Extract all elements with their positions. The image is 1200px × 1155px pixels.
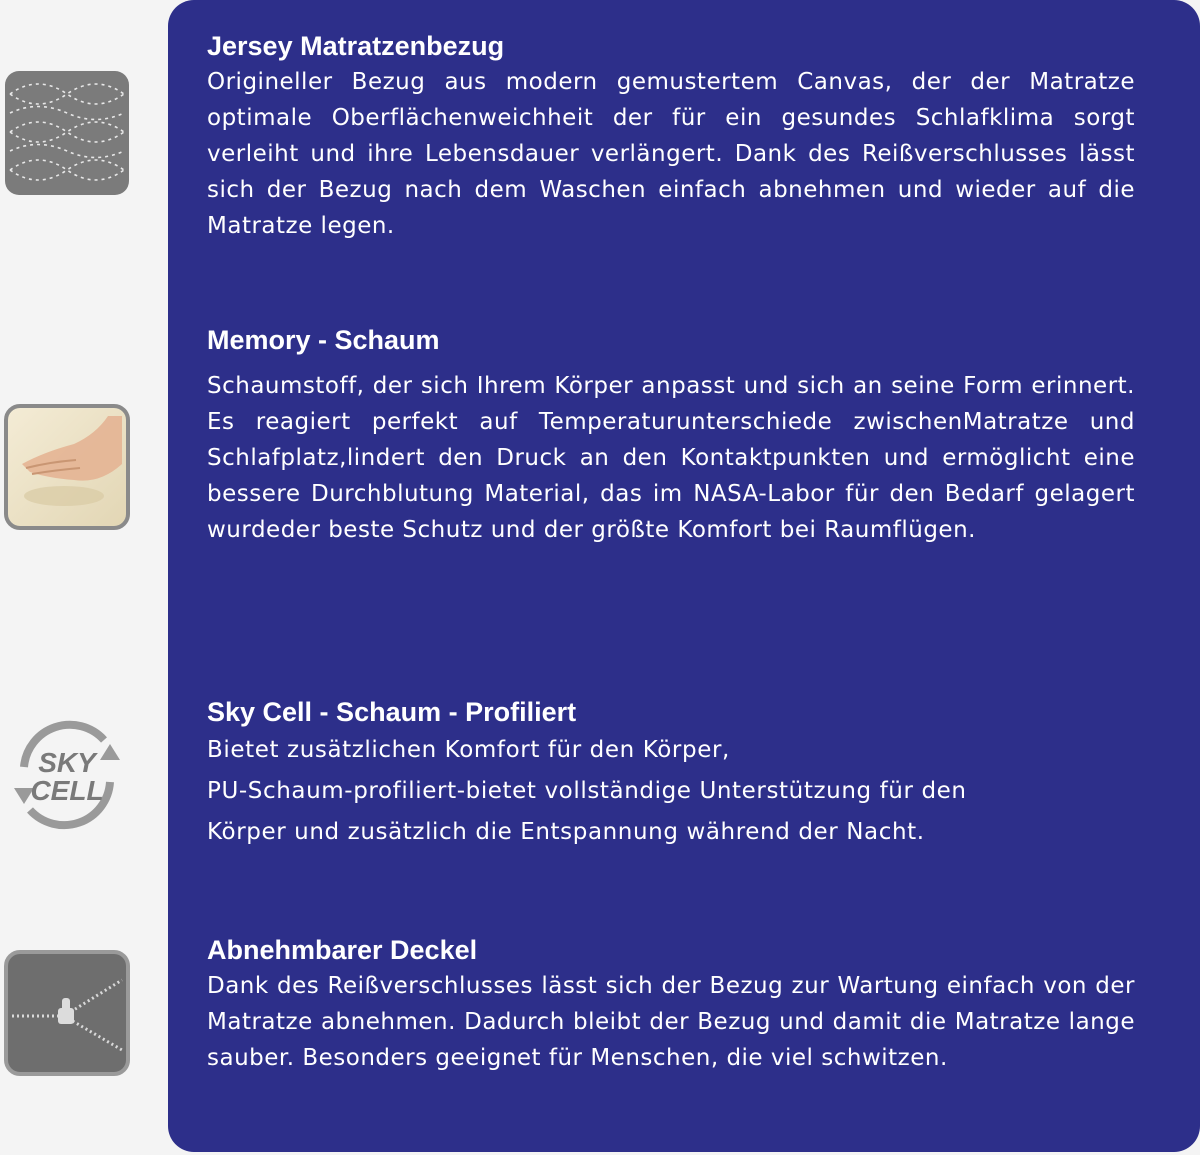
section-jersey: [207, 28, 1135, 244]
section-heading: Memory - Schaum: [207, 325, 440, 355]
section-heading: Sky Cell - Schaum - Profiliert: [207, 697, 577, 727]
section-line: PU-Schaum-profiliert-bietet vollständige Unterstützung für den: [207, 778, 967, 804]
hand-on-foam-icon: [4, 404, 130, 530]
sky-cell-word-2: CELL: [30, 775, 104, 806]
section-line: Körper und zusätzlich die Entspannung während der Nacht.: [207, 819, 925, 845]
sky-cell-icon: [4, 712, 130, 838]
section-text: Origineller Bezug aus modern gemustertem Canvas, der der Matratze optimale Oberflächenweichheit der für ein gesundes Schlafklima sorgt verleiht und ihre Lebensdauer verlängert. Dank des Reißverschlusses lässt sich der Bezug nach dem Waschen einfach abnehmen und wieder auf die Matratze legen.: [207, 69, 1135, 239]
section-line: Bietet zusätzlichen Komfort für den Körper,: [207, 737, 730, 763]
section-memory: [207, 322, 1135, 548]
quilted-fabric-icon: [4, 70, 130, 196]
zipper-icon: [4, 950, 130, 1076]
sky-cell-word-1: SKY: [38, 747, 96, 778]
section-text: Schaumstoff, der sich Ihrem Körper anpasst und sich an seine Form erinnert. Es reagiert perfekt auf Temperaturunterschiede zwischenMatratze und Schlafplatz,lindert den Druck an den Kontaktpunkten und ermöglicht eine bessere Durchblutung Material, das im NASA-Labor für den Bedarf gelagert wurdeder beste Schutz und der größte Komfort bei Raumflügen.: [207, 373, 1135, 543]
section-heading: Jersey Matratzenbezug: [207, 31, 505, 61]
section-text: Dank des Reißverschlusses lässt sich der Bezug zur Wartung einfach von der Matratze abnehmen. Dadurch bleibt der Bezug und damit die Matratze lange sauber. Besonders geeignet für Menschen, die viel schwitzen.: [207, 973, 1135, 1071]
section-removable-cover: [207, 932, 1135, 1076]
section-heading: Abnehmbarer Deckel: [207, 935, 478, 965]
section-sky-cell: [207, 694, 1135, 853]
